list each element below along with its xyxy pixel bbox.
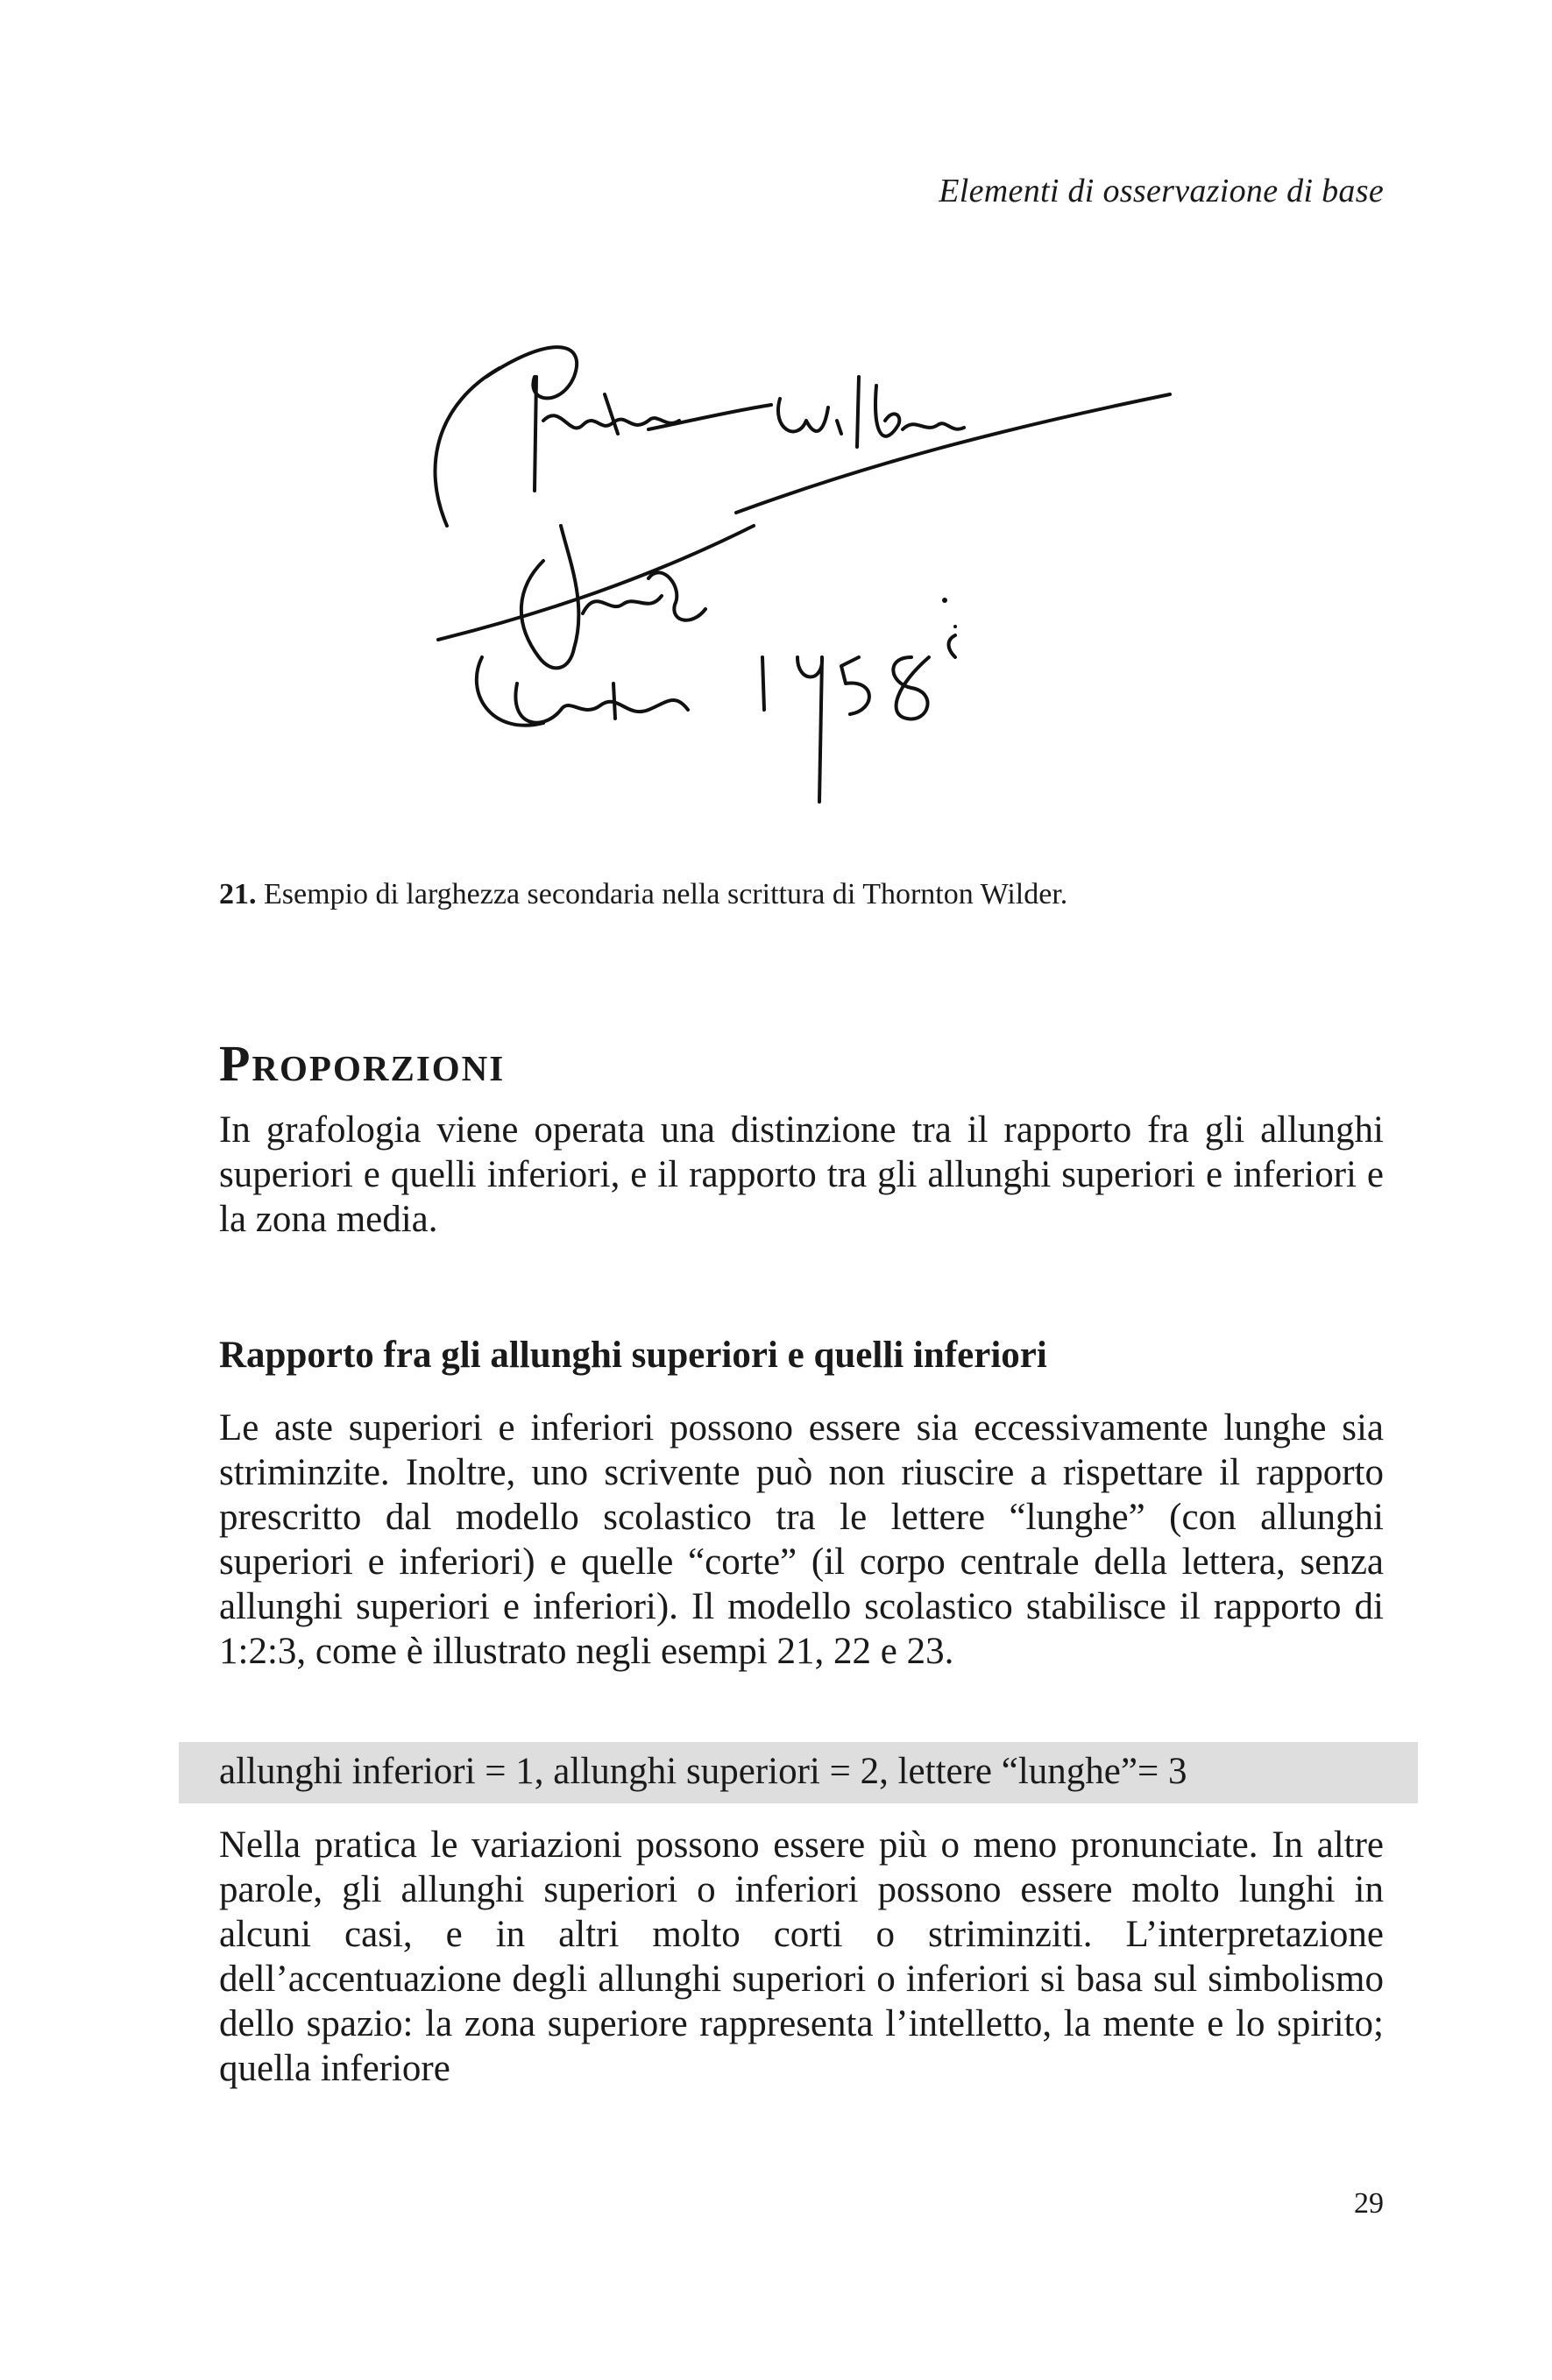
section-title: Proporzioni [219, 1035, 506, 1092]
signature-stroke [613, 684, 615, 719]
body-paragraph: Nella pratica le variazioni possono essere più o meno pronunciate. In altre parole, gli allunghi superiori o inferiori possono essere molto lunghi in alcuni casi, e in altri molto corti o striminziti. L’interpretazione dell’accentuazione degli allunghi superiori o inferiori si basa sul simbolismo dello spazio: la zona superiore rappresenta l’intelletto, la mente e lo spirito; quella inferiore [219, 1824, 1384, 2089]
signature-stroke [436, 368, 500, 526]
signature-dot [942, 598, 947, 603]
running-head: Elementi di osservazione di base [939, 173, 1384, 209]
ratio-highlight-text: allunghi inferiori = 1, allunghi superiori = 2, lettere “lunghe”= 3 [219, 1751, 1187, 1792]
signature-stroke [486, 347, 577, 398]
figure-caption-number: 21. [219, 878, 257, 910]
signature-stroke [736, 394, 1170, 513]
signature-stroke [762, 657, 764, 710]
subsection-heading: Rapporto fra gli allunghi superiori e quelli inferiori [219, 1335, 1047, 1376]
signature-stroke [837, 421, 841, 434]
signature-stroke [515, 684, 688, 723]
page-number: 29 [1354, 2187, 1384, 2220]
signature-stroke [875, 386, 899, 436]
signature-image [386, 324, 1192, 850]
signature-stroke [561, 526, 578, 648]
signature-stroke [949, 635, 956, 657]
signature-dot [953, 625, 957, 628]
signature-figure [386, 324, 1192, 850]
signature-stroke [535, 377, 536, 491]
signature-stroke [605, 394, 618, 434]
figure-caption [219, 878, 1067, 911]
signature-stroke [857, 377, 859, 447]
signature-stroke [648, 405, 771, 429]
ratio-highlight-box [179, 1742, 1418, 1803]
signature-stroke [903, 423, 964, 429]
signature-stroke [797, 657, 822, 802]
signature-stroke [648, 572, 705, 620]
signature-stroke [438, 526, 754, 640]
signature-stroke [583, 596, 662, 613]
intro-paragraph: In grafologia viene operata una distinzione tra il rapporto fra gli allunghi superiori e quelli inferiori, e il rapporto tra gli allunghi superiori e inferiori e la zona media. [219, 1109, 1384, 1240]
signature-stroke [841, 657, 869, 714]
signature-stroke [778, 399, 828, 431]
signature-stroke [893, 657, 929, 719]
body-paragraph: Le aste superiori e inferiori possono essere sia eccessivamente lunghe sia striminzite. Inoltre, uno scrivente può non riuscire a rispettare il rapporto prescritto dal modello scolastico tra le lettere “lunghe” (con allunghi superiori e inferiori) e quelle “corte” (il corpo centrale della lettera, senza allunghi superiori e inferiori). Il modello scolastico stabilisce il rapporto di 1:2:3, come è illustrato negli esempi 21, 22 e 23. [219, 1407, 1384, 1672]
signature-stroke [477, 657, 543, 726]
figure-caption-text: Esempio di larghezza secondaria nella scrittura di Thornton Wilder. [264, 878, 1068, 910]
